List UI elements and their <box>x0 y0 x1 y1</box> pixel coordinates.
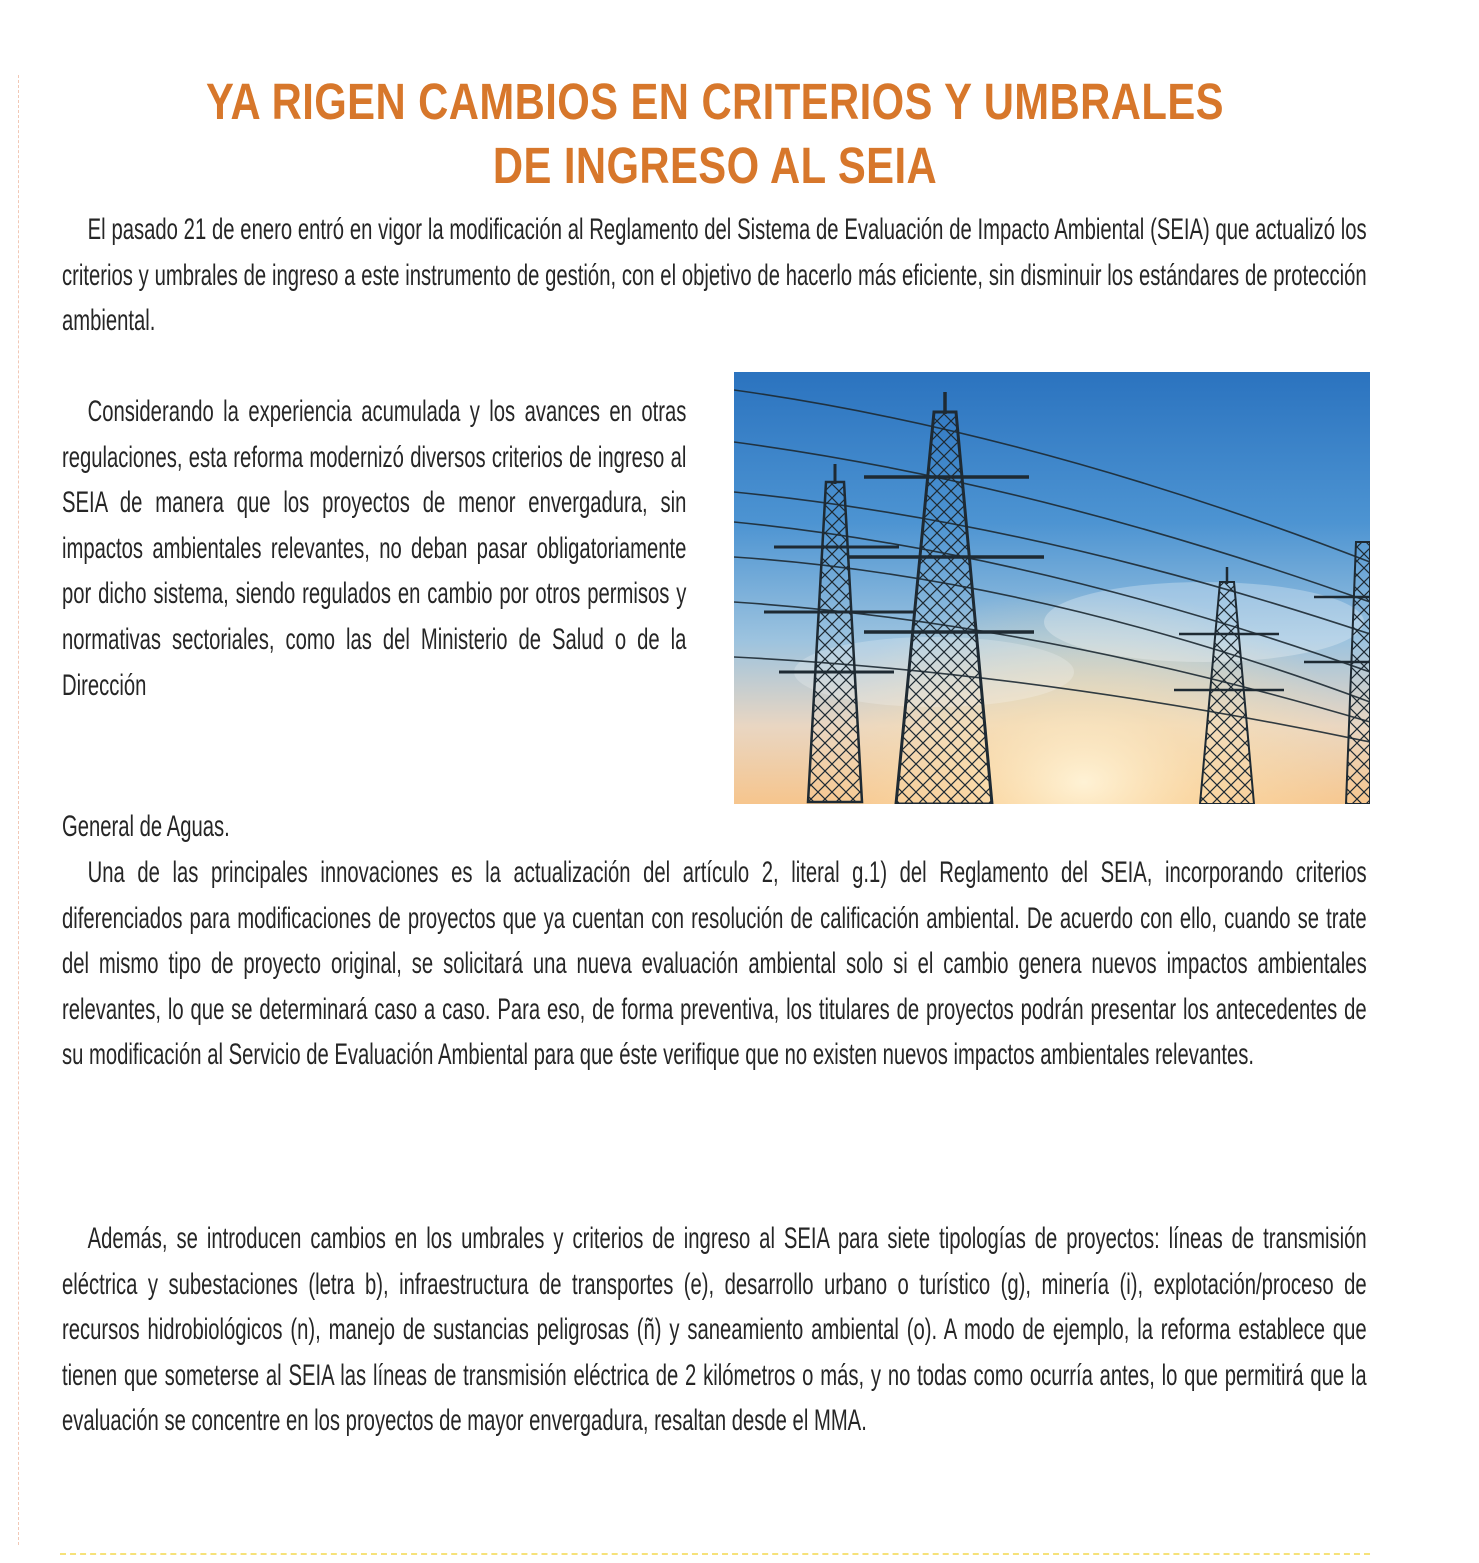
paragraph-1-block <box>62 207 1368 344</box>
page-margin-rule <box>18 75 19 1545</box>
headline-line-2: DE INGRESO AL SEIA <box>492 137 938 194</box>
paragraph-4: Además, se introducen cambios en los umbrales y criterios de ingreso al SEIA para siete tipologías de proyectos: líneas de transmisión eléctrica y subestaciones (letra b), infraestructura de transportes (e), desarrollo urbano o turístico (g), minería (i), explotación/proceso de recursos hidrobiológicos (n), manejo de sustancias peligrosas (ñ) y saneamiento ambiental (o). A modo de ejemplo, la reforma establece que tienen que someterse al SEIA las líneas de transmisión eléctrica de 2 kilómetros o más, y no todas como ocurría antes, lo que permitirá que la evaluación se concentre en los proyectos de mayor envergadura, resaltan desde el MMA. <box>62 1222 1367 1438</box>
bottom-divider <box>60 1553 1370 1555</box>
power-towers-illustration <box>734 372 1370 804</box>
paragraph-2-end-block <box>62 804 1368 850</box>
paragraph-3-block <box>62 850 1368 1078</box>
paragraph-2: Considerando la experiencia acumulada y los avances en otras regulaciones, esta reforma modernizó diversos criterios de ingreso al SEIA de manera que los proyectos de menor envergadura, sin impactos ambientales relevantes, no deban pasar obligatoriamente por dicho sistema, siendo regulados en cambio por otros permisos y normativas sectoriales, como las del Ministerio de Salud o de la Dirección <box>62 395 687 702</box>
paragraph-1: El pasado 21 de enero entró en vigor la modificación al Reglamento del Sistema de Evaluación de Impacto Ambiental (SEIA) que actualizó los criterios y umbrales de ingreso a este instrumento de gestión, con el objetivo de hacerlo más eficiente, sin disminuir los estándares de protección ambiental. <box>62 213 1367 338</box>
paragraph-3: Una de las principales innovaciones es la actualización del artículo 2, literal g.1) del Reglamento del SEIA, incorporando criterios diferenciados para modificaciones de proyectos que ya cuentan con resolución de calificación ambiental. De acuerdo con ello, cuando se trate del mismo tipo de proyecto original, se solicitará una nueva evaluación ambiental solo si el cambio genera nuevos impactos ambientales relevantes, lo que se determinará caso a caso. Para eso, de forma preventiva, los titulares de proyectos podrán presentar los antecedentes de su modificación al Servicio de Evaluación Ambiental para que éste verifique que no existen nuevos impactos ambientales relevantes. <box>62 856 1367 1072</box>
headline-line-1: YA RIGEN CAMBIOS EN CRITERIOS Y UMBRALES <box>206 73 1224 130</box>
power-lines-photo <box>734 372 1370 804</box>
article-headline <box>129 70 1302 198</box>
paragraph-2-block <box>62 389 687 708</box>
paragraph-2-end: General de Aguas. <box>62 810 230 843</box>
paragraph-4-block <box>62 1216 1368 1444</box>
